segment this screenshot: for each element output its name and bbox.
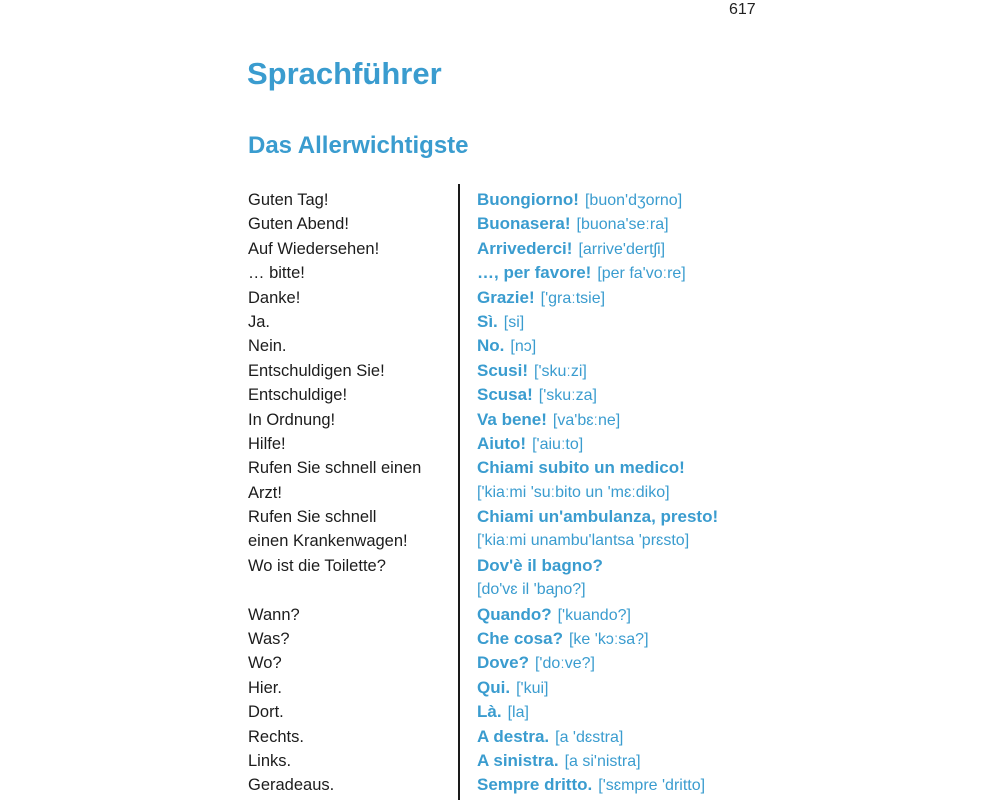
- page-number: 617: [729, 1, 756, 18]
- phrase-row: [0, 432, 1000, 456]
- italian-phrase: Buongiorno!: [477, 190, 579, 209]
- italian-phrase: Chiami un'ambulanza, presto!: [477, 507, 719, 527]
- italian-entry: [477, 749, 641, 774]
- german-phrase: Wo?: [248, 654, 282, 673]
- phrase-row: [0, 261, 1000, 285]
- pronunciation: ['doːve?]: [534, 655, 595, 673]
- phrase-row: [0, 334, 1000, 358]
- german-phrase: Hier.: [248, 678, 282, 697]
- italian-entry: [477, 408, 620, 433]
- phrase-row: [0, 773, 1000, 797]
- italian-entry: [477, 651, 595, 676]
- german-phrase: Danke!: [248, 288, 301, 307]
- phrase-row: [0, 700, 1000, 724]
- german-phrase: Entschuldige!: [248, 386, 348, 405]
- italian-phrase: Sì.: [477, 311, 498, 331]
- italian-phrase: No.: [477, 336, 505, 356]
- italian-phrase: Va bene!: [477, 409, 547, 429]
- german-phrase: Auf Wiedersehen!: [248, 239, 380, 258]
- italian-phrase: Scusi!: [477, 360, 529, 380]
- italian-entry: [477, 188, 682, 213]
- phrase-row: [0, 578, 1000, 602]
- pronunciation: ['aiuːto]: [532, 435, 584, 453]
- pronunciation: [buona'seːra]: [576, 216, 669, 234]
- pronunciation: [arrive'dertʃi]: [578, 240, 666, 258]
- italian-entry: [477, 334, 536, 359]
- italian-phrase: Arrivederci!: [477, 238, 573, 258]
- italian-entry: [477, 310, 524, 335]
- phrase-row: [0, 749, 1000, 773]
- page-title: Sprachführer: [247, 56, 442, 91]
- pronunciation: ['kiaːmi 'suːbito un 'mɛːdiko]: [477, 483, 670, 501]
- italian-phrase: Chiami subito un medico!: [477, 458, 685, 478]
- german-phrase: einen Krankenwagen!: [248, 532, 408, 551]
- italian-phrase: Dov'è il bagno?: [477, 555, 603, 575]
- italian-phrase: Scusa!: [477, 385, 533, 405]
- italian-phrase: Che cosa?: [477, 629, 563, 649]
- phrase-row: [0, 310, 1000, 334]
- italian-entry: [477, 505, 718, 530]
- italian-entry: [477, 676, 548, 701]
- german-phrase: Dort.: [248, 703, 284, 722]
- italian-entry: [477, 529, 689, 553]
- german-phrase: Rechts.: [248, 727, 304, 746]
- phrase-row: [0, 603, 1000, 627]
- german-phrase: Hilfe!: [248, 434, 286, 453]
- italian-entry: [477, 212, 669, 237]
- phrase-row: [0, 554, 1000, 578]
- pronunciation: ['graːtsie]: [540, 289, 606, 307]
- phrase-row: [0, 286, 1000, 310]
- italian-entry: [477, 261, 686, 286]
- phrase-row: [0, 383, 1000, 407]
- italian-phrase: A sinistra.: [477, 750, 559, 770]
- pronunciation: [la]: [507, 704, 529, 722]
- italian-entry: [477, 700, 529, 725]
- phrase-row: [0, 359, 1000, 383]
- italian-phrase: …, per favore!: [477, 263, 592, 283]
- italian-entry: [477, 432, 583, 457]
- german-phrase: Links.: [248, 751, 292, 770]
- german-phrase: Arzt!: [248, 483, 282, 502]
- phrase-table: [0, 188, 1000, 798]
- italian-phrase: Aiuto!: [477, 433, 527, 453]
- pronunciation: ['skuːzi]: [534, 362, 587, 380]
- italian-phrase: Grazie!: [477, 287, 535, 307]
- pronunciation: [si]: [503, 313, 525, 331]
- german-phrase: Rufen Sie schnell: [248, 508, 377, 527]
- italian-entry: [477, 237, 665, 262]
- pronunciation: [nɔ]: [510, 338, 537, 356]
- pronunciation: [do'vɛ il 'baɲo?]: [477, 581, 586, 599]
- phrase-row: [0, 237, 1000, 261]
- german-phrase: Ja.: [248, 312, 271, 331]
- section-title: Das Allerwichtigste: [248, 132, 469, 159]
- phrase-row: [0, 505, 1000, 529]
- pronunciation: ['sɛmpre 'dritto]: [598, 777, 706, 795]
- phrase-row: [0, 456, 1000, 480]
- german-phrase: Wann?: [248, 605, 300, 624]
- italian-entry: [477, 773, 705, 798]
- german-phrase: Geradeaus.: [248, 776, 335, 795]
- italian-entry: [477, 286, 605, 311]
- pronunciation: [per fa'voːre]: [597, 265, 686, 283]
- german-phrase: Entschuldigen Sie!: [248, 361, 385, 380]
- phrase-row: [0, 529, 1000, 553]
- pronunciation: ['kui]: [516, 679, 549, 697]
- german-phrase: Guten Tag!: [248, 191, 329, 209]
- italian-entry: [477, 603, 631, 628]
- italian-entry: [477, 383, 597, 408]
- phrase-row: [0, 408, 1000, 432]
- pronunciation: ['kuando?]: [557, 606, 631, 624]
- german-phrase: … bitte!: [248, 264, 305, 283]
- italian-entry: [477, 481, 670, 505]
- german-phrase: Wo ist die Toilette?: [248, 556, 386, 575]
- pronunciation: [va'bɛːne]: [552, 411, 621, 429]
- italian-phrase: Qui.: [477, 677, 511, 697]
- phrase-row: [0, 651, 1000, 675]
- german-phrase: Guten Abend!: [248, 215, 349, 234]
- italian-entry: [477, 359, 587, 384]
- phrase-row: [0, 676, 1000, 700]
- italian-entry: [477, 725, 623, 750]
- italian-entry: [477, 554, 603, 579]
- italian-phrase: Buonasera!: [477, 214, 571, 234]
- german-phrase: Nein.: [248, 337, 287, 356]
- pronunciation: ['skuːza]: [538, 387, 597, 405]
- phrase-row: [0, 212, 1000, 236]
- phrase-row: [0, 188, 1000, 212]
- italian-entry: [477, 627, 649, 652]
- phrase-row: [0, 725, 1000, 749]
- italian-phrase: Sempre dritto.: [477, 775, 593, 795]
- german-phrase: Rufen Sie schnell einen: [248, 459, 422, 478]
- pronunciation: [buon'dʒorno]: [584, 192, 683, 209]
- pronunciation: [ke 'kɔːsa?]: [568, 631, 649, 649]
- phrase-row: [0, 481, 1000, 505]
- italian-phrase: Quando?: [477, 604, 552, 624]
- pronunciation: [a 'dɛstra]: [555, 728, 624, 746]
- italian-phrase: Là.: [477, 702, 502, 722]
- pronunciation: [a si'nistra]: [564, 752, 641, 770]
- german-phrase: Was?: [248, 630, 290, 649]
- pronunciation: ['kiaːmi unambu'lantsa 'prɛsto]: [477, 532, 690, 550]
- italian-phrase: A destra.: [477, 726, 550, 746]
- italian-phrase: Dove?: [477, 653, 529, 673]
- italian-entry: [477, 578, 586, 602]
- german-phrase: In Ordnung!: [248, 410, 336, 429]
- italian-entry: [477, 456, 685, 481]
- phrase-row: [0, 627, 1000, 651]
